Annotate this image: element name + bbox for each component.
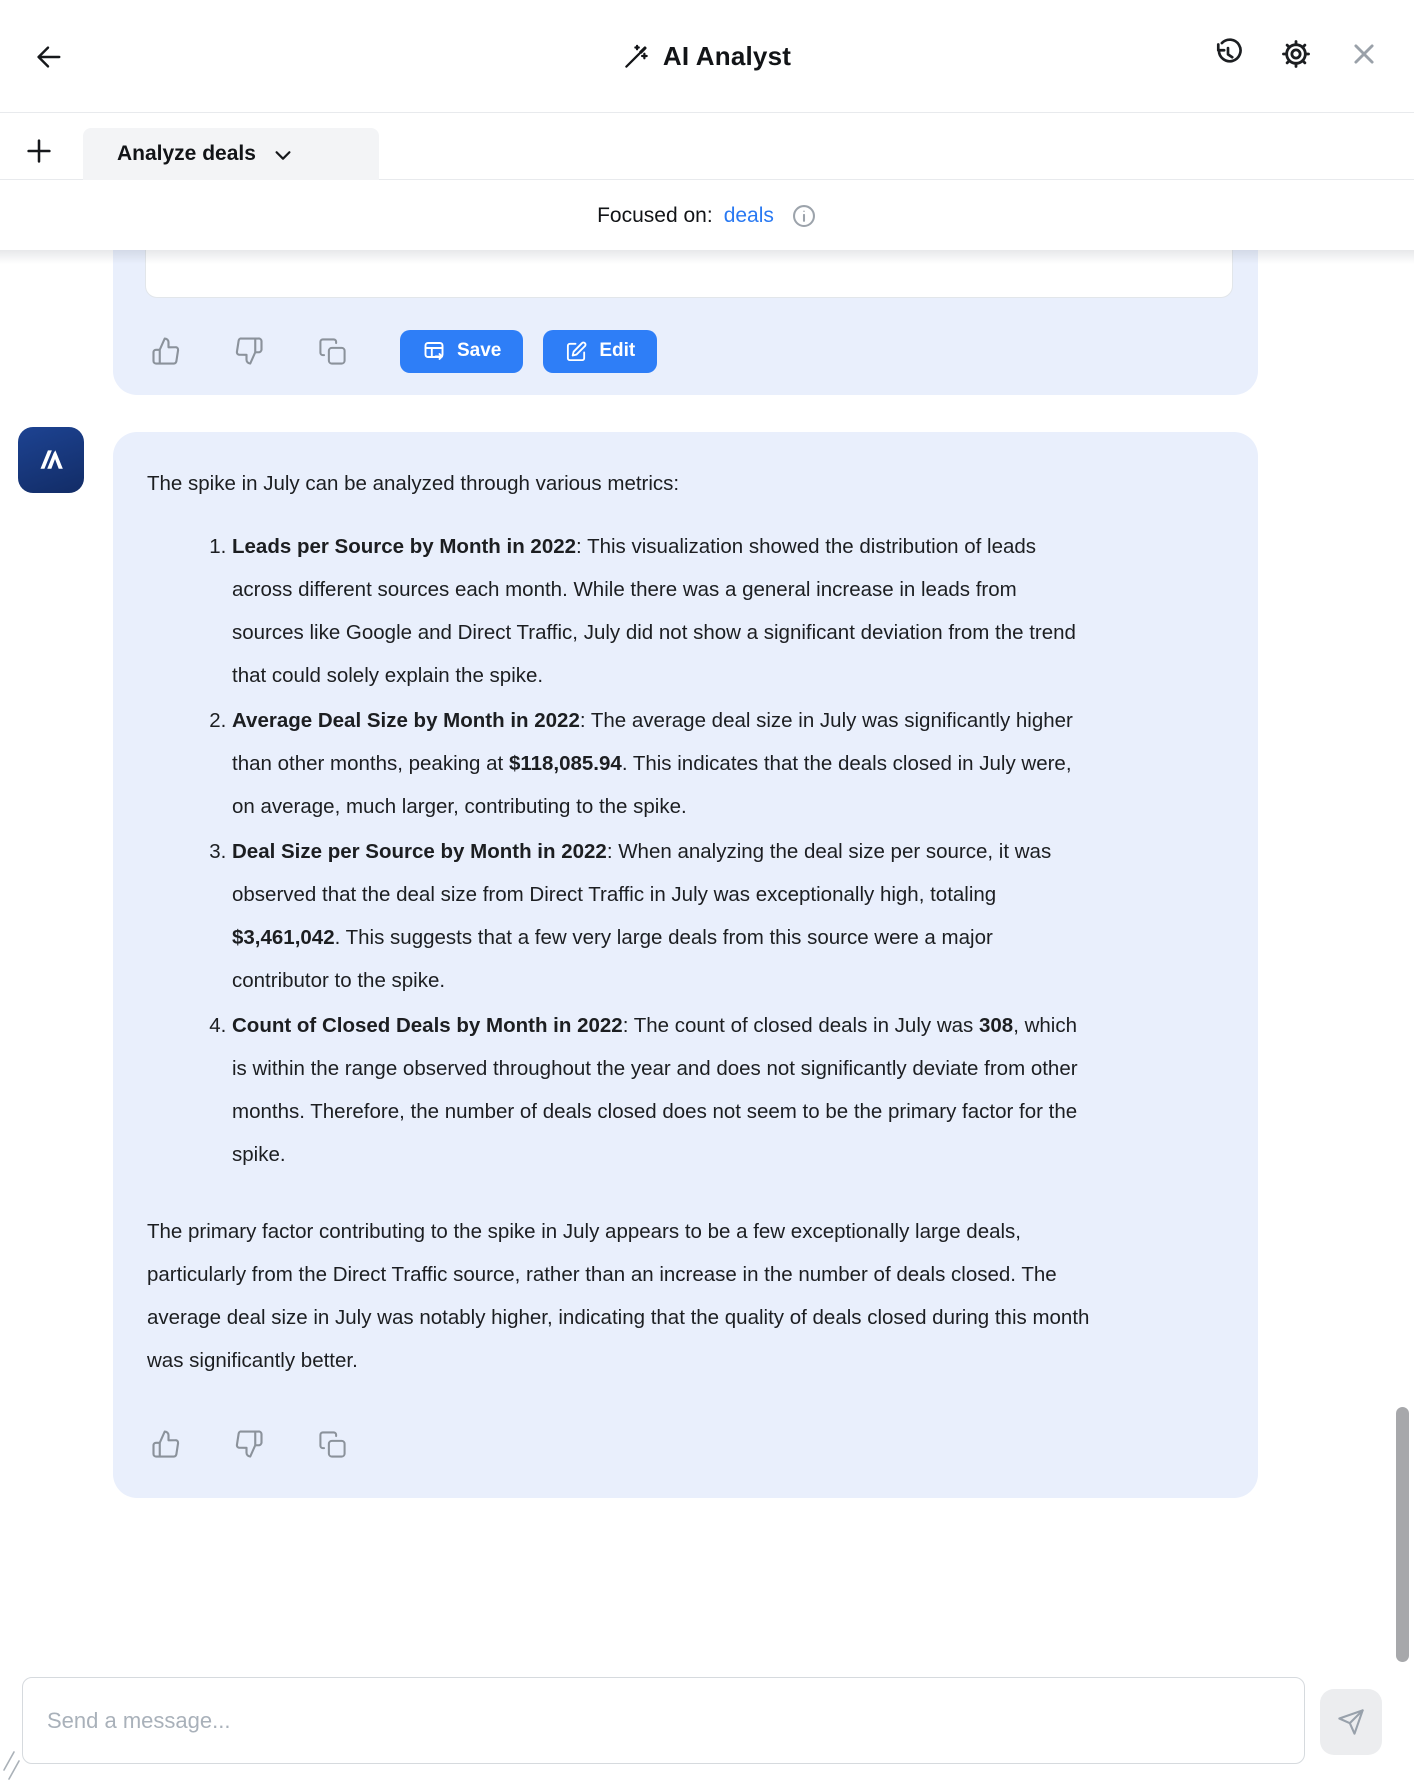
thumbs-up-button[interactable] <box>151 336 181 366</box>
message-list <box>147 525 1222 1176</box>
info-icon <box>791 203 817 229</box>
embedded-result-placeholder <box>145 250 1233 298</box>
focus-bar <box>0 181 1414 250</box>
message-intro: The spike in July can be analyzed through various metrics: <box>147 472 680 495</box>
resize-handle[interactable] <box>2 1748 28 1782</box>
copy-button[interactable] <box>317 1429 347 1459</box>
thumbs-down-icon <box>234 1429 264 1459</box>
assistant-logo-icon <box>30 439 72 481</box>
focus-prefix-label: Focused on: <box>597 203 713 227</box>
page-title: AI Analyst <box>662 41 792 71</box>
tab-analyze-deals[interactable] <box>83 128 379 180</box>
assistant-message-card-truncated <box>113 250 1258 395</box>
thumbs-down-icon <box>234 336 264 366</box>
chevron-down-icon <box>272 144 294 166</box>
assistant-message-card <box>113 432 1258 1498</box>
save-table-icon <box>422 339 446 363</box>
message-actions-row <box>113 329 1258 373</box>
edit-button-label: Edit <box>599 340 636 361</box>
list-item: 1. Leads per Source by Month in 2022: This visualization showed the distribution of leads across different sources each month. While there was a general increase in leads from sources like Google and Direct Traffic, July did not show a significant deviation from the trend that could solely explain the spike. <box>232 525 1082 697</box>
thumbs-down-button[interactable] <box>234 1429 264 1459</box>
thumbs-up-icon <box>151 336 181 366</box>
send-icon <box>1337 1708 1365 1736</box>
list-item: 2. Average Deal Size by Month in 2022: The average deal size in July was significantly higher than other months, peaking at $118,085.94. This indicates that the deals closed in July were, on average, much larger, contributing to the spike. <box>232 699 1082 828</box>
close-button[interactable] <box>1346 36 1382 72</box>
magic-wand-icon <box>623 43 650 70</box>
thumbs-up-button[interactable] <box>151 1429 181 1459</box>
copy-icon <box>318 337 347 366</box>
feedback-row <box>147 1428 1222 1460</box>
copy-button[interactable] <box>317 336 347 366</box>
header <box>0 0 1414 113</box>
header-actions <box>1210 36 1382 72</box>
history-button[interactable] <box>1210 36 1246 72</box>
tab-bar <box>0 114 1414 180</box>
list-item: 3. Deal Size per Source by Month in 2022: When analyzing the deal size per source, it was observed that the deal size from Direct Traffic in July was exceptionally high, totaling $3,461,042. This suggests that a few very large deals from this source were a major contributor to the spike. <box>232 830 1082 1002</box>
focus-target-link[interactable]: deals <box>723 203 774 227</box>
history-icon <box>1212 38 1244 70</box>
avatar <box>18 427 84 493</box>
list-item: 4. Count of Closed Deals by Month in 2022: The count of closed deals in July was 308, which is within the range observed throughout the year and does not significantly deviate from other months. Therefore, the number of deals closed does not seem to be the primary factor for the spike. <box>232 1004 1082 1176</box>
tab-label: Analyze deals <box>117 142 256 165</box>
thumbs-up-icon <box>151 1429 181 1459</box>
message-input[interactable] <box>22 1677 1305 1764</box>
save-button[interactable] <box>400 330 523 373</box>
message-conclusion: The primary factor contributing to the spike in July appears to be a few exceptionally large deals, particularly from the Direct Traffic source, rather than an increase in the number of deals closed. The average deal size in July was notably higher, indicating that the quality of deals closed during this month was significantly better. <box>147 1220 1090 1372</box>
thumbs-down-button[interactable] <box>234 336 264 366</box>
copy-icon <box>318 1430 347 1459</box>
edit-button[interactable] <box>543 330 657 373</box>
close-icon <box>1349 39 1379 69</box>
scrollbar-thumb[interactable] <box>1396 1407 1409 1662</box>
info-button[interactable] <box>791 203 817 229</box>
send-button[interactable] <box>1320 1689 1382 1755</box>
settings-button[interactable] <box>1278 36 1314 72</box>
plus-icon <box>24 136 54 166</box>
edit-pencil-icon <box>565 340 588 363</box>
header-title-group <box>0 0 1414 113</box>
gear-icon <box>1280 38 1312 70</box>
new-chat-button[interactable] <box>22 134 56 168</box>
save-button-label: Save <box>457 340 502 361</box>
